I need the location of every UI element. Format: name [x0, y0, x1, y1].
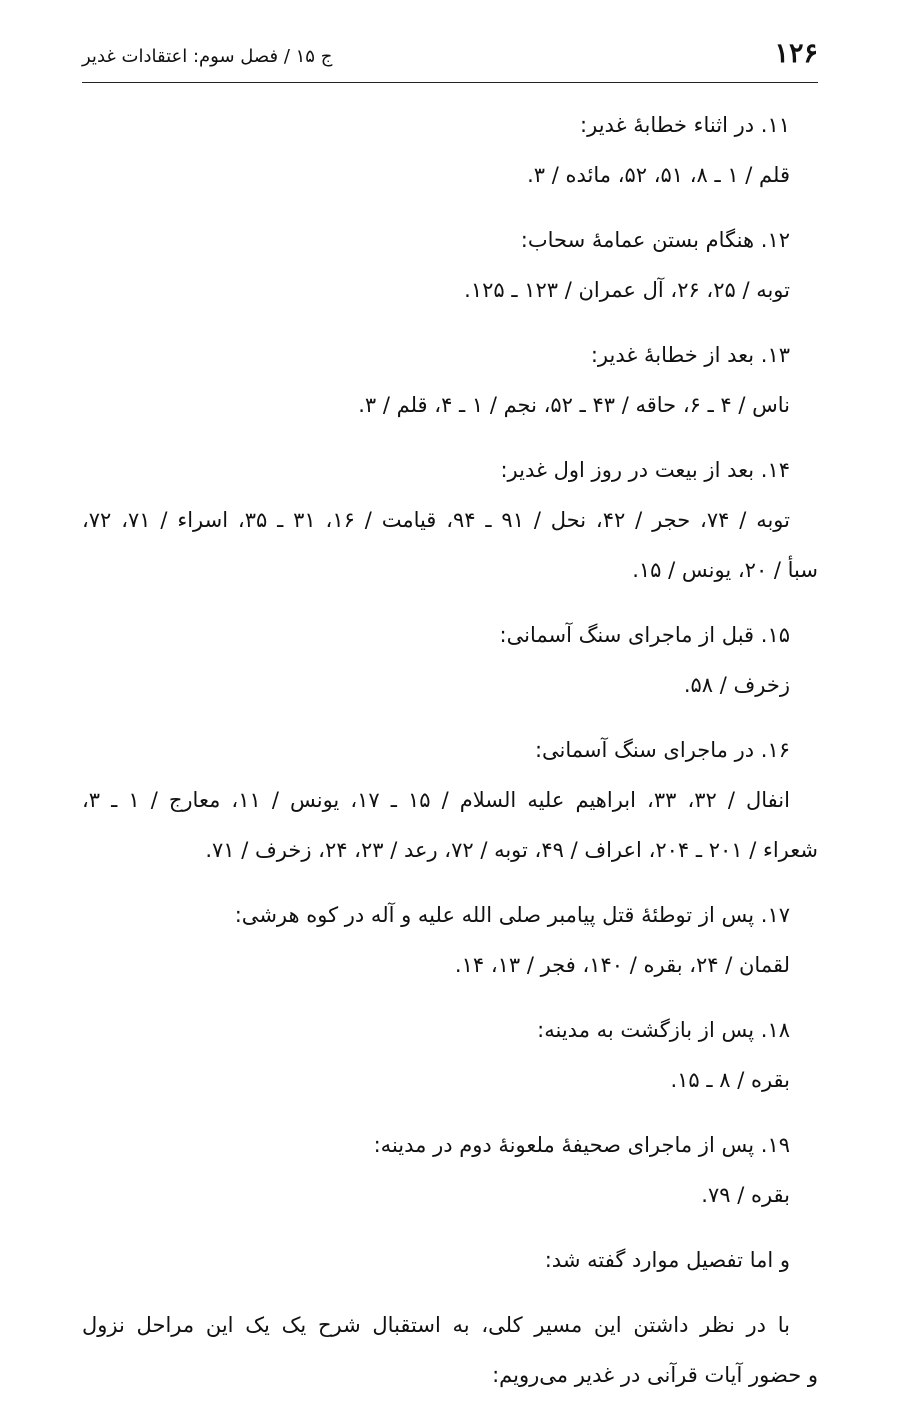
page-header [82, 30, 818, 83]
closing-paragraph [82, 1300, 818, 1400]
closing-line: با در نظر داشتن این مسیر کلی، به استقبال شرح یک یک این مراحل نزول [82, 1313, 790, 1337]
entry-references: توبه / ۲۵، ۲۶، آل عمران / ۱۲۳ ـ ۱۲۵. [464, 278, 790, 302]
list-item [82, 1120, 818, 1220]
list-item [82, 890, 818, 990]
entry-references: توبه / ۷۴، حجر / ۴۲، نحل / ۹۱ ـ ۹۴، قیامت / ۱۶، ۳۱ ـ ۳۵، اسراء / ۷۱، ۷۲، [82, 508, 790, 532]
closing-intro-paragraph [82, 1235, 818, 1285]
entry-heading: ۱۸. پس از بازگشت به مدینه: [537, 1018, 790, 1042]
entry-heading: ۱۶. در ماجرای سنگ آسمانی: [534, 738, 790, 762]
list-item [82, 1005, 818, 1105]
entry-references-continued: سبأ / ۲۰، یونس / ۱۵. [632, 558, 818, 582]
entry-heading: ۱۴. بعد از بیعت در روز اول غدیر: [500, 458, 790, 482]
entry-references: انفال / ۳۲، ۳۳، ابراهیم علیه السلام / ۱۵ ـ ۱۷، یونس / ۱۱، معارج / ۱ ـ ۳، [82, 788, 790, 812]
list-item [82, 215, 818, 315]
closing-line: و حضور آیات قرآنی در غدیر می‌رویم: [492, 1363, 818, 1387]
entry-references: قلم / ۱ ـ ۸، ۵۱، ۵۲، مائده / ۳. [527, 163, 790, 187]
list-item [82, 445, 818, 595]
running-title: ج ۱۵ / فصل سوم: اعتقادات غدیر [82, 46, 333, 67]
entry-heading: ۱۷. پس از توطئۀ قتل پیامبر صلی الله علیه و آله در کوه هرشی: [234, 903, 790, 927]
list-item [82, 725, 818, 875]
page-number: ۱۲۶ [774, 38, 818, 69]
entry-references: بقره / ۸ ـ ۱۵. [670, 1068, 790, 1092]
closing-intro: و اما تفصیل موارد گفته شد: [544, 1248, 790, 1272]
entry-heading: ۱۱. در اثناء خطابۀ غدیر: [580, 113, 790, 137]
entry-references: زخرف / ۵۸. [683, 673, 790, 697]
entry-heading: ۱۲. هنگام بستن عمامۀ سحاب: [520, 228, 790, 252]
entry-heading: ۱۵. قبل از ماجرای سنگ آسمانی: [499, 623, 790, 647]
entry-references: لقمان / ۲۴، بقره / ۱۴۰، فجر / ۱۳، ۱۴. [454, 953, 790, 977]
entry-heading: ۱۹. پس از ماجرای صحیفۀ ملعونۀ دوم در مدینه: [373, 1133, 790, 1157]
list-item [82, 610, 818, 710]
entry-heading: ۱۳. بعد از خطابۀ غدیر: [590, 343, 790, 367]
list-item [82, 100, 818, 200]
page-content [82, 100, 818, 1415]
entry-references: ناس / ۴ ـ ۶، حاقه / ۴۳ ـ ۵۲، نجم / ۱ ـ ۴، قلم / ۳. [358, 393, 790, 417]
entry-references: بقره / ۷۹. [701, 1183, 790, 1207]
list-item [82, 330, 818, 430]
entry-references-continued: شعراء / ۲۰۱ ـ ۲۰۴، اعراف / ۴۹، توبه / ۷۲، رعد / ۲۳، ۲۴، زخرف / ۷۱. [205, 838, 818, 862]
